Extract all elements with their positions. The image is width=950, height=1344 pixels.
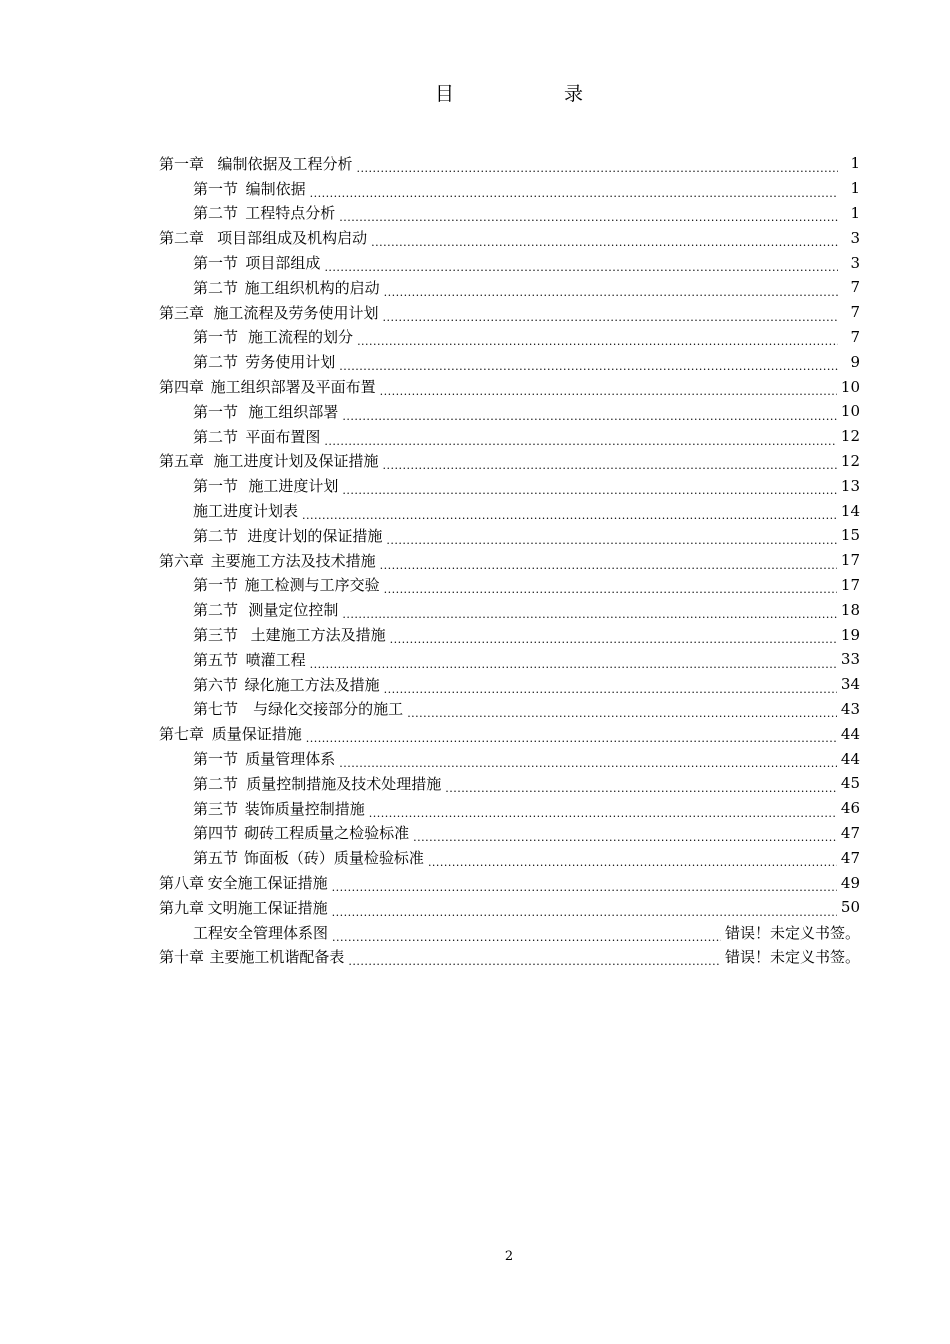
toc-entry[interactable] (159, 870, 860, 895)
toc-entry-page: 44 (840, 749, 860, 768)
toc-entry-title: 质量控制措施及技术处理措施 (246, 774, 442, 793)
toc-entry-number: 第五章 (159, 452, 205, 471)
toc-entry[interactable] (159, 746, 860, 771)
toc-entry-page: 33 (840, 650, 860, 669)
toc-entry-title: 项目部组成及机构启动 (217, 229, 368, 248)
toc-entry-page: 19 (840, 625, 860, 644)
toc-entry[interactable] (159, 473, 860, 498)
toc-entry-page: 12 (840, 427, 860, 446)
toc-entry[interactable] (159, 399, 860, 424)
dot-leader (342, 406, 837, 421)
toc-entry-page: 46 (840, 799, 860, 818)
dot-leader (324, 257, 838, 272)
dot-leader (342, 604, 837, 619)
dot-leader (407, 703, 837, 718)
toc-entry-title: 土建施工方法及措施 (250, 626, 386, 645)
toc-entry-title: 与绿化交接部分的施工 (253, 700, 404, 719)
toc-entry-page: 1 (850, 154, 860, 173)
toc-entry[interactable] (159, 225, 860, 250)
dot-leader (348, 951, 721, 966)
toc-entry-number: 第二节 (193, 353, 239, 372)
toc-entry-title: 施工组织部署 (248, 402, 339, 421)
dot-leader (332, 927, 721, 942)
toc-entry-title: 施工流程的划分 (248, 328, 354, 347)
toc-entry-title: 质量管理体系 (245, 750, 336, 769)
toc-entry-title: 施工组织机构的启动 (244, 278, 380, 297)
toc-entry-title: 施工组织部署及平面布置 (210, 378, 376, 397)
toc-entry-page: 49 (840, 873, 860, 892)
dot-leader (383, 307, 838, 322)
toc-entry-title: 施工进度计划表 (193, 502, 299, 521)
toc-entry-title: 平面布置图 (245, 427, 321, 446)
dot-leader (384, 579, 837, 594)
toc-entry[interactable] (159, 498, 860, 523)
toc-entry-title: 工程特点分析 (245, 204, 336, 223)
toc-entry[interactable] (159, 151, 860, 176)
dot-leader (332, 902, 837, 917)
dot-leader (302, 505, 837, 520)
toc-entry-number: 第三节 (193, 799, 239, 818)
toc-entry[interactable] (159, 821, 860, 846)
toc-entry[interactable] (159, 424, 860, 449)
dot-leader (342, 480, 837, 495)
toc-entry-number: 第五节 (193, 849, 239, 868)
toc-entry[interactable] (159, 300, 860, 325)
toc-entry-title: 测量定位控制 (248, 601, 339, 620)
toc-entry-page: 9 (850, 352, 860, 371)
dot-leader (413, 827, 837, 842)
dot-leader (390, 629, 837, 644)
toc-entry-title: 施工进度计划及保证措施 (213, 452, 379, 471)
dot-leader (310, 654, 837, 669)
toc-entry-number: 第二章 (159, 229, 205, 248)
toc-entry-title: 文明施工保证措施 (207, 898, 328, 917)
toc-entry-page: 3 (850, 228, 860, 247)
dot-leader (339, 356, 838, 371)
toc-entry-number: 第二节 (193, 204, 239, 223)
toc-entry-page: 10 (840, 377, 860, 396)
toc-entry-page: 7 (850, 278, 860, 297)
toc-entry-page: 错误！未定义书签。 (724, 923, 860, 942)
dot-leader (339, 207, 838, 222)
toc-entry-title: 砌砖工程质量之检验标准 (244, 824, 410, 843)
toc-entry-number: 第五节 (193, 650, 239, 669)
toc-entry-title: 饰面板（砖）质量检验标准 (243, 849, 424, 868)
toc-entry-number: 第一节 (193, 477, 239, 496)
toc-entry-number: 第一节 (193, 750, 239, 769)
toc-heading (0, 79, 950, 106)
toc-entry-number: 第一节 (193, 402, 239, 421)
dot-leader (371, 232, 838, 247)
toc-entry[interactable] (159, 176, 860, 201)
toc-entry[interactable] (159, 920, 860, 945)
toc-entry-page: 43 (840, 699, 860, 718)
toc-entry[interactable] (159, 622, 860, 647)
toc-entry-number: 第二节 (193, 278, 239, 297)
dot-leader (306, 728, 837, 743)
toc-entry-title: 劳务使用计划 (245, 353, 336, 372)
toc-entry-number: 第二节 (193, 427, 239, 446)
toc-entry-number: 第四节 (193, 824, 239, 843)
toc-entry-page: 47 (840, 848, 860, 867)
dot-leader (332, 877, 837, 892)
toc-entry[interactable] (159, 449, 860, 474)
toc-heading-right: 录 (564, 83, 584, 105)
dot-leader (310, 183, 838, 198)
toc-entry[interactable] (159, 201, 860, 226)
toc-entry-page: 错误！未定义书签。 (724, 948, 860, 967)
toc-entry-page: 18 (840, 600, 860, 619)
toc-entry-title: 绿化施工方法及措施 (244, 675, 380, 694)
toc-entry-page: 34 (840, 675, 860, 694)
dot-leader (428, 852, 837, 867)
toc-entry-title: 喷灌工程 (245, 650, 306, 669)
table-of-contents (159, 151, 860, 969)
toc-entry-number: 第十章 (159, 948, 205, 967)
toc-entry-number: 第九章 (159, 898, 205, 917)
toc-entry[interactable] (159, 697, 860, 722)
toc-entry[interactable] (159, 548, 860, 573)
toc-entry-title: 质量保证措施 (211, 725, 302, 744)
toc-entry[interactable] (159, 721, 860, 746)
toc-entry-title: 安全施工保证措施 (207, 874, 328, 892)
toc-entry-number: 第七章 (159, 725, 205, 744)
toc-entry-page: 17 (840, 551, 860, 570)
toc-entry-number: 第二节 (193, 526, 239, 545)
toc-entry-number: 第一章 (159, 154, 205, 173)
toc-entry-page: 7 (850, 303, 860, 322)
dot-leader (445, 778, 837, 793)
toc-entry-number: 第二节 (193, 774, 239, 793)
toc-entry-number: 第一节 (193, 328, 239, 347)
toc-entry[interactable] (159, 771, 860, 796)
toc-entry[interactable] (159, 796, 860, 821)
dot-leader (380, 555, 837, 570)
dot-leader (380, 381, 837, 396)
page-number: 2 (504, 1249, 514, 1264)
toc-entry-page: 1 (850, 179, 860, 198)
toc-entry-number: 第八章 (159, 874, 205, 892)
toc-entry-title: 进度计划的保证措施 (247, 526, 383, 545)
toc-entry-page: 44 (840, 724, 860, 743)
toc-entry[interactable] (159, 895, 860, 920)
toc-entry-number: 第三节 (193, 626, 239, 645)
dot-leader (384, 282, 838, 297)
toc-entry-number: 第一节 (193, 179, 239, 198)
toc-entry[interactable] (159, 325, 860, 350)
toc-entry-title: 编制依据 (245, 179, 306, 198)
toc-entry[interactable] (159, 523, 860, 548)
toc-entry-title: 工程安全管理体系图 (193, 923, 329, 942)
toc-entry-number: 第一节 (193, 254, 239, 273)
toc-entry[interactable] (159, 374, 860, 399)
toc-entry-page: 7 (850, 327, 860, 346)
toc-entry-number: 第六节 (193, 675, 239, 694)
toc-entry-page: 47 (840, 823, 860, 842)
toc-entry[interactable] (159, 647, 860, 672)
toc-entry[interactable] (159, 349, 860, 374)
toc-entry-number: 第四章 (159, 378, 205, 397)
toc-entry[interactable] (159, 845, 860, 870)
toc-entry[interactable] (159, 597, 860, 622)
toc-entry-number: 第三章 (159, 303, 205, 322)
dot-leader (357, 331, 838, 346)
dot-leader (357, 158, 838, 173)
toc-entry-page: 45 (840, 774, 860, 793)
toc-entry-number: 第一节 (193, 576, 239, 595)
toc-entry-title: 主要施工方法及技术措施 (210, 551, 376, 570)
toc-entry-number: 第二节 (193, 601, 239, 620)
toc-entry-page: 17 (840, 575, 860, 594)
dot-leader (324, 431, 836, 446)
toc-entry-title: 施工进度计划 (248, 477, 339, 496)
toc-entry[interactable] (159, 573, 860, 598)
toc-entry-title: 编制依据及工程分析 (217, 154, 353, 173)
toc-entry-number: 第六章 (159, 551, 205, 570)
toc-entry-page: 3 (850, 253, 860, 272)
dot-leader (384, 679, 837, 694)
dot-leader (383, 455, 837, 470)
toc-entry[interactable] (159, 945, 860, 970)
toc-entry-page: 14 (840, 501, 860, 520)
toc-entry-title: 施工流程及劳务使用计划 (213, 303, 379, 322)
dot-leader (386, 530, 836, 545)
toc-entry-number: 第七节 (193, 700, 239, 719)
toc-entry[interactable] (159, 672, 860, 697)
toc-entry-page: 15 (840, 526, 860, 545)
toc-entry[interactable] (159, 250, 860, 275)
toc-entry-title: 主要施工机谐配备表 (209, 948, 345, 967)
toc-heading-left: 目 (434, 83, 454, 105)
toc-entry[interactable] (159, 275, 860, 300)
dot-leader (339, 753, 837, 768)
toc-entry-title: 项目部组成 (245, 254, 321, 273)
toc-entry-title: 施工检测与工序交验 (244, 576, 380, 595)
toc-entry-page: 50 (840, 898, 860, 917)
toc-entry-page: 12 (840, 451, 860, 470)
dot-leader (369, 803, 837, 818)
toc-entry-page: 1 (850, 203, 860, 222)
toc-entry-page: 13 (840, 476, 860, 495)
toc-entry-page: 10 (840, 402, 860, 421)
toc-entry-title: 装饰质量控制措施 (244, 799, 365, 818)
